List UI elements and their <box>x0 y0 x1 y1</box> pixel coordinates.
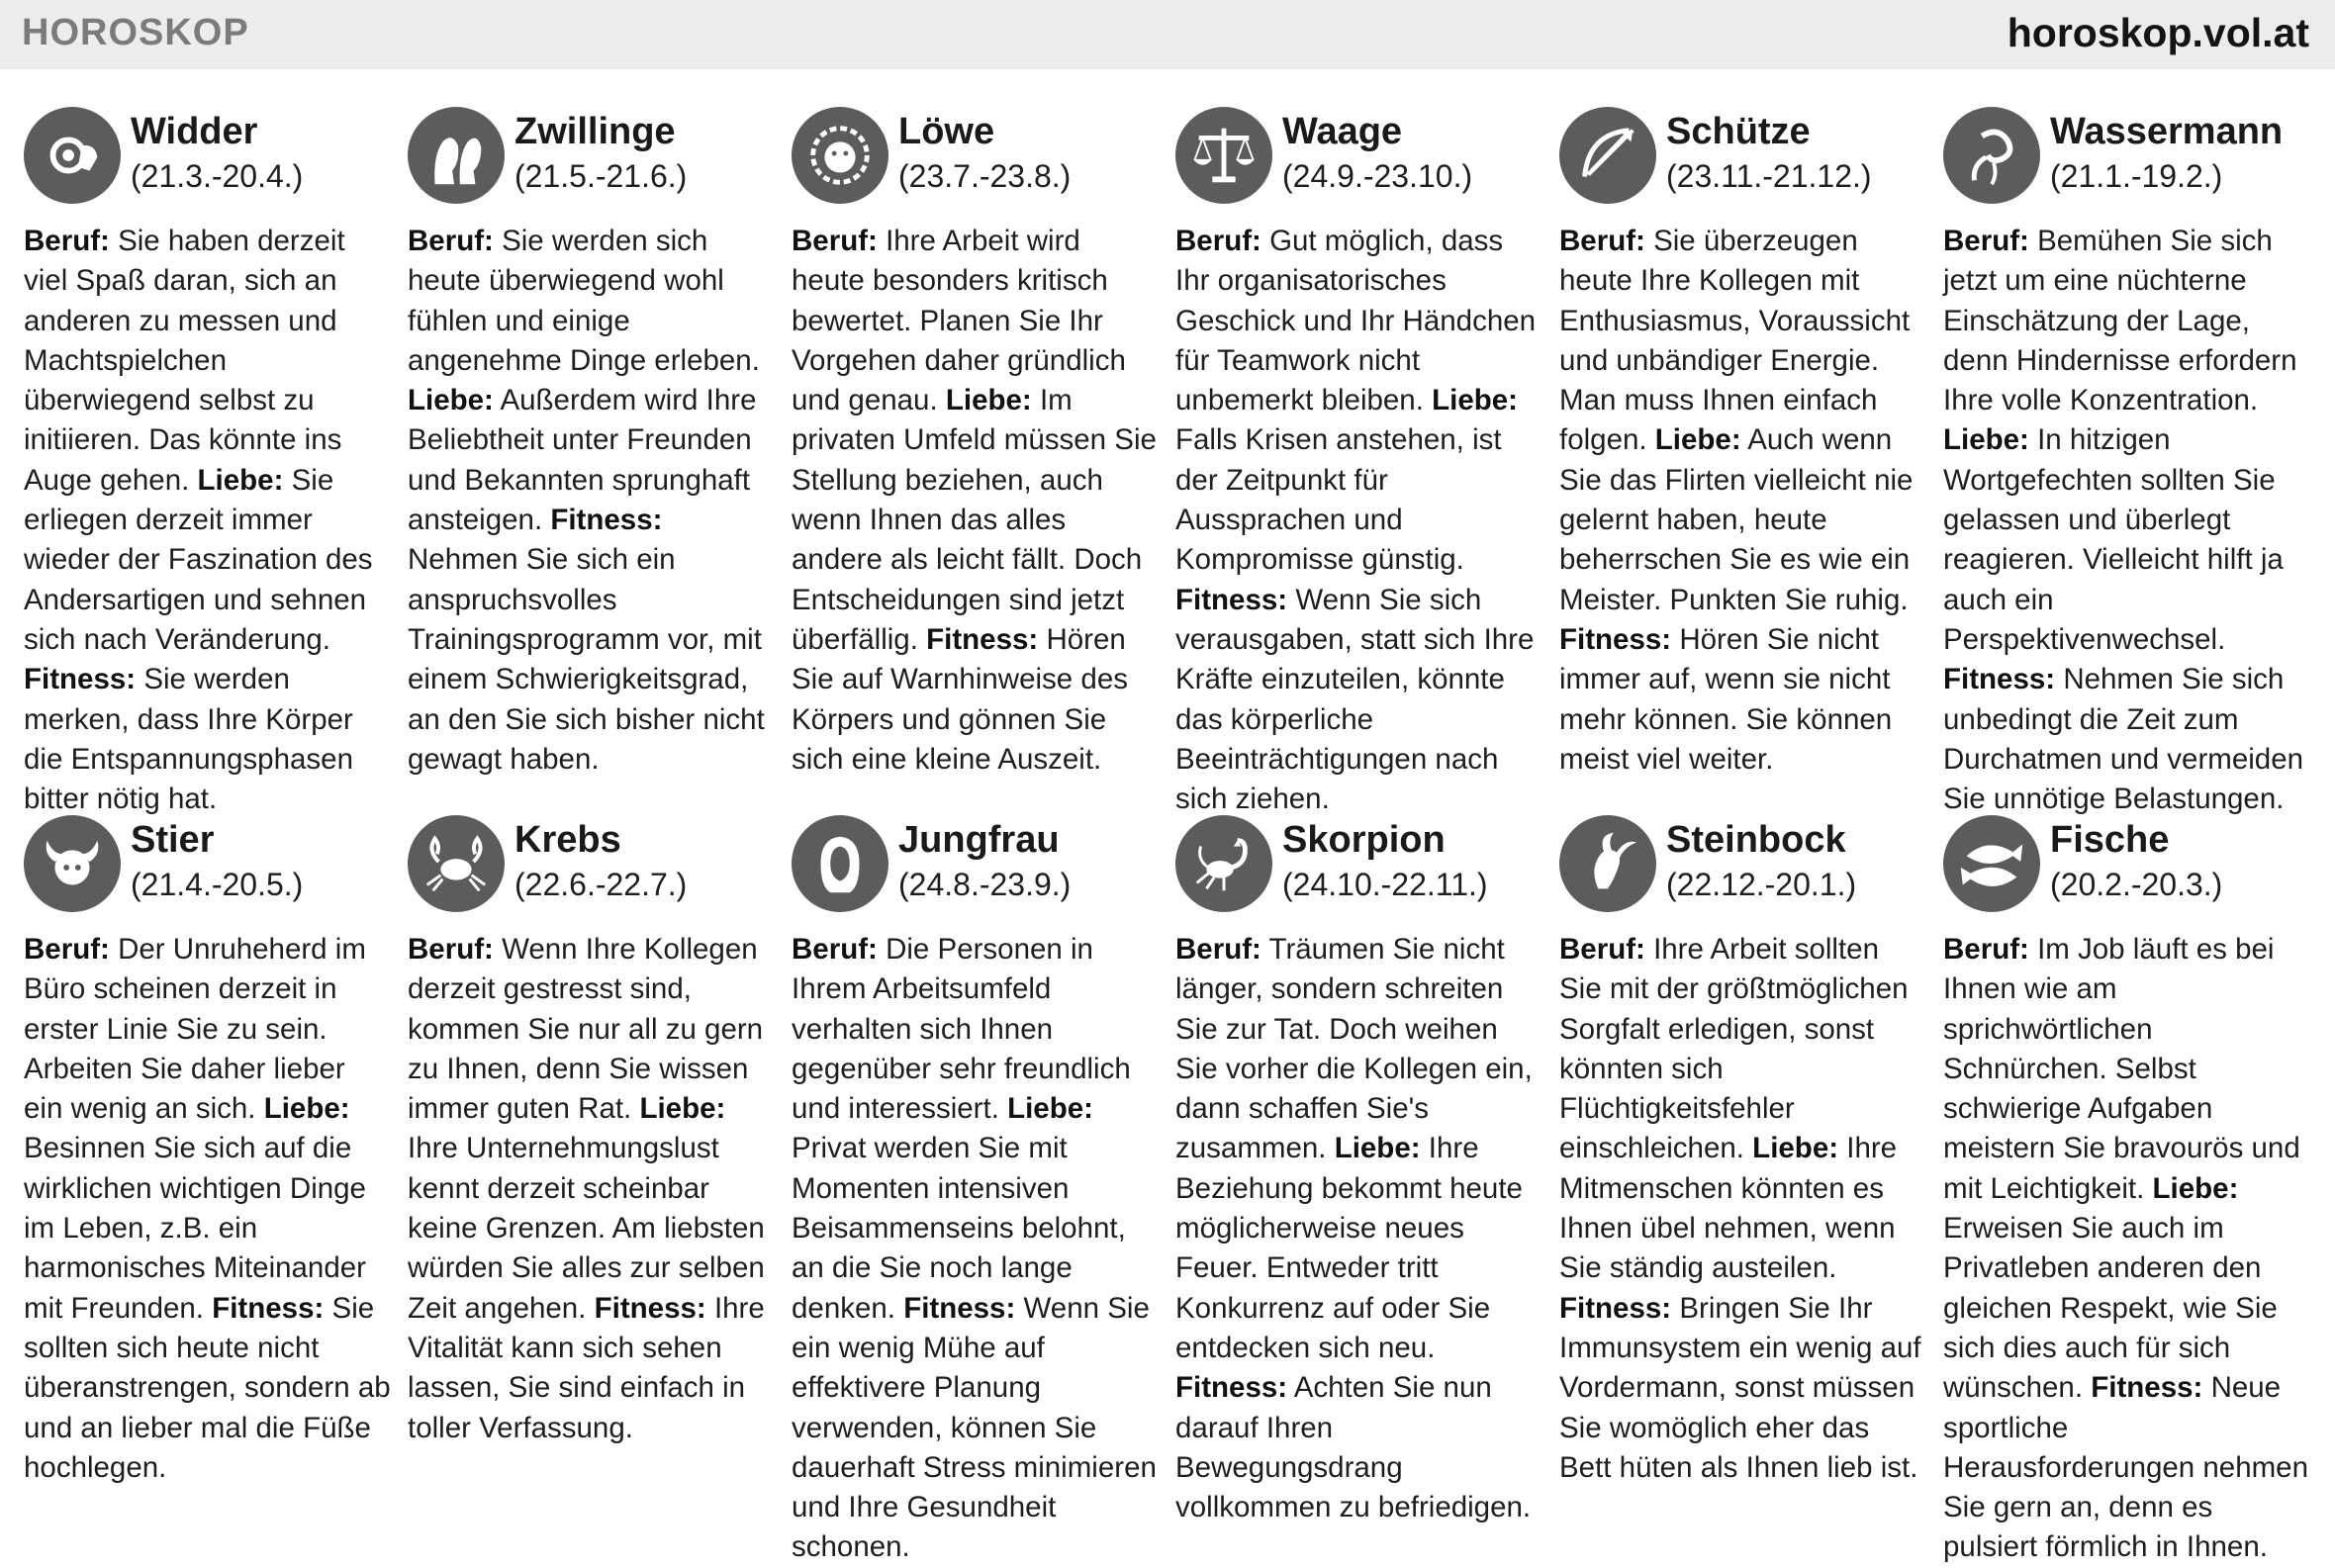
fitness-text: Sie werden merken, dass Ihre Körper die Entspannungsphasen bitter nötig hat. <box>24 663 353 816</box>
fitness-label: Fitness: <box>1559 1291 1672 1325</box>
horoscope-card <box>1175 99 1543 816</box>
fitness-label: Fitness: <box>1175 1371 1288 1405</box>
liebe-text: In hitzigen Wortgefechten sollten Sie gelassen und überlegt reagieren. Vielleicht hilft ja auch ein Perspektivenwechsel. <box>1943 423 2284 656</box>
fitness-text: Achten Sie nun darauf Ihren Bewegungsdrang vollkommen zu befriedigen. <box>1175 1371 1532 1524</box>
beruf-text: Träumen Sie nicht länger, sondern schreiten Sie zur Tat. Doch weihen Sie vorher die Kollegen ein, dann schaffen Sie's zusammen. <box>1175 933 1533 1165</box>
horoscope-card <box>1175 807 1543 1524</box>
liebe-label: Liebe: <box>197 463 284 497</box>
fitness-text: Nehmen Sie sich unbedingt die Zeit zum Durchatmen und vermeiden Sie unnötige Belastungen. <box>1943 663 2304 816</box>
lion-icon <box>792 107 888 204</box>
liebe-label: Liebe: <box>1752 1132 1839 1165</box>
horoscope-card <box>24 99 392 816</box>
sign-dates: (22.6.-22.7.) <box>514 867 688 902</box>
beruf-label: Beruf: <box>1559 933 1645 966</box>
beruf-text: Sie überzeugen heute Ihre Kollegen mit Enthusiasmus, Voraussicht und unbändiger Energie. Man muss Ihnen einfach folgen. <box>1559 225 1911 457</box>
fish-icon <box>1943 815 2040 912</box>
fitness-text: Sie sollten sich heute nicht überanstrengen, sondern ab und an lieber mal die Füße hochlegen. <box>24 1291 391 1484</box>
sign-name: Waage <box>1282 111 1403 152</box>
horoscope-text <box>1943 930 2311 1568</box>
sign-header <box>1559 807 1927 918</box>
sign-name: Löwe <box>898 111 995 152</box>
horoscope-card <box>408 807 776 1480</box>
sign-name: Steinbock <box>1666 819 1846 861</box>
liebe-label: Liebe: <box>639 1092 726 1126</box>
horoscope-card <box>1559 807 1927 1484</box>
beruf-label: Beruf: <box>792 933 878 966</box>
fitness-label: Fitness: <box>926 622 1039 656</box>
liebe-label: Liebe: <box>945 384 1032 417</box>
ram-icon <box>24 107 121 204</box>
horoscope-card <box>1559 99 1927 776</box>
liebe-text: Falls Krisen anstehen, ist der Zeitpunkt für Aussprachen und Kompromisse günstig. <box>1175 423 1502 577</box>
fitness-text: Hören Sie nicht immer auf, wenn sie nicht mehr können. Sie können meist viel weiter. <box>1559 622 1893 776</box>
horoscope-card <box>1943 807 2311 1564</box>
virgin-icon <box>792 815 888 912</box>
liebe-text: Erweisen Sie auch im Privatleben anderen den gleichen Respekt, wie Sie sich dies auch für sich wünschen. <box>1943 1212 2278 1405</box>
beruf-label: Beruf: <box>408 225 494 257</box>
horoscope-card <box>408 99 776 776</box>
fitness-label: Fitness: <box>550 504 663 537</box>
sign-header <box>24 807 392 918</box>
liebe-label: Liebe: <box>1007 1092 1093 1126</box>
fitness-label: Fitness: <box>212 1291 325 1325</box>
sign-dates: (21.4.-20.5.) <box>131 867 304 902</box>
sign-dates: (24.8.-23.9.) <box>898 867 1072 902</box>
horoscope-text <box>24 222 392 819</box>
fitness-label: Fitness: <box>594 1291 706 1325</box>
sign-header <box>408 99 776 210</box>
sign-header <box>792 99 1160 210</box>
fitness-text: Neue sportliche Herausforderungen nehmen Sie gern an, denn es pulsiert förmlich in Ihnen. <box>1943 1371 2308 1564</box>
beruf-text: Ihre Arbeit wird heute besonders kritisch bewertet. Planen Sie Ihr Vorgehen daher gründlich und genau. <box>792 225 1126 417</box>
fitness-label: Fitness: <box>24 663 137 696</box>
beruf-text: Sie haben derzeit viel Spaß daran, sich an anderen zu messen und Machtspielchen überwiegend selbst zu initiieren. Das könnte ins Auge gehen. <box>24 225 345 497</box>
sign-dates: (24.9.-23.10.) <box>1282 158 1473 194</box>
twins-icon <box>408 107 505 204</box>
fitness-label: Fitness: <box>903 1291 1016 1325</box>
beruf-text: Ihre Arbeit sollten Sie mit der größtmöglichen Sorgfalt erledigen, sonst könnten sich Flüchtigkeitsfehler einschleichen. <box>1559 933 1909 1165</box>
scales-icon <box>1175 107 1272 204</box>
liebe-label: Liebe: <box>1654 423 1741 457</box>
sign-dates: (24.10.-22.11.) <box>1282 867 1488 902</box>
liebe-text: Außerdem wird Ihre Beliebtheit unter Freunden und Bekannten sprunghaft ansteigen. <box>408 384 757 537</box>
liebe-text: Ihre Unternehmungslust kennt derzeit scheinbar keine Grenzen. Am liebsten würden Sie alles zur selben Zeit angehen. <box>408 1132 765 1325</box>
sign-header <box>1175 807 1543 918</box>
site-url-link[interactable]: horoskop.vol.at <box>2007 10 2309 55</box>
liebe-text: Privat werden Sie mit Momenten intensiven Beisammenseins belohnt, an die Sie noch lange denken. <box>792 1132 1126 1325</box>
beruf-label: Beruf: <box>1943 933 2029 966</box>
beruf-label: Beruf: <box>408 933 494 966</box>
beruf-label: Beruf: <box>24 225 110 257</box>
sign-dates: (21.5.-21.6.) <box>514 158 688 194</box>
sign-name: Schütze <box>1666 111 1811 152</box>
liebe-label: Liebe: <box>1334 1132 1421 1165</box>
horoscope-text <box>1559 930 1927 1488</box>
header-bar <box>0 0 2335 69</box>
fitness-label: Fitness: <box>1943 663 2056 696</box>
beruf-text: Der Unruheherd im Büro scheinen derzeit in erster Linie Sie zu sein. Arbeiten Sie daher lieber ein wenig an sich. <box>24 933 366 1126</box>
beruf-label: Beruf: <box>1175 933 1261 966</box>
beruf-text: Gut möglich, dass Ihr organisatorisches Geschick und Ihr Händchen für Teamwork nicht unbemerkt bleiben. <box>1175 225 1537 417</box>
horoscope-text <box>1943 222 2311 819</box>
liebe-label: Liebe: <box>2152 1171 2239 1205</box>
horoscope-text <box>24 930 392 1488</box>
horoscope-grid <box>0 99 2335 1564</box>
sign-dates: (23.11.-21.12.) <box>1666 158 1872 194</box>
sign-header <box>1175 99 1543 210</box>
capricorn-icon <box>1559 815 1656 912</box>
sign-header <box>792 807 1160 918</box>
fitness-text: Hören Sie auf Warnhinweise des Körpers und gönnen Sie sich eine kleine Auszeit. <box>792 622 1128 776</box>
sign-name: Wassermann <box>2050 111 2284 152</box>
sign-header <box>1943 807 2311 918</box>
liebe-text: Ihre Mitmenschen könnten es Ihnen übel nehmen, wenn Sie ständig austeilen. <box>1559 1132 1898 1285</box>
horoscope-card <box>792 807 1160 1564</box>
sign-name: Fische <box>2050 819 2170 861</box>
fitness-text: Ihre Vitalität kann sich sehen lassen, Sie sind einfach in toller Verfassung. <box>408 1291 765 1444</box>
sign-name: Zwillinge <box>514 111 676 152</box>
fitness-text: Bringen Sie Ihr Immunsystem ein wenig auf Vordermann, sonst müssen Sie womöglich eher das Bett hüten als Ihnen lieb ist. <box>1559 1291 1921 1484</box>
beruf-text: Wenn Ihre Kollegen derzeit gestresst sind, kommen Sie nur all zu gern zu Ihnen, denn Sie wissen immer guten Rat. <box>408 933 764 1126</box>
scorpion-icon <box>1175 815 1272 912</box>
beruf-label: Beruf: <box>792 225 878 257</box>
water-bearer-icon <box>1943 107 2040 204</box>
sign-header <box>408 807 776 918</box>
sign-dates: (22.12.-20.1.) <box>1666 867 1857 902</box>
horoscope-text <box>1175 930 1543 1527</box>
horoscope-text <box>792 222 1160 780</box>
bull-icon <box>24 815 121 912</box>
liebe-text: Sie erliegen derzeit immer wieder der Faszination des Andersartigen und sehnen sich nach Veränderung. <box>24 463 373 656</box>
horoscope-text <box>1559 222 1927 780</box>
fitness-label: Fitness: <box>1175 583 1288 616</box>
liebe-label: Liebe: <box>1432 384 1518 417</box>
liebe-text: Ihre Beziehung bekommt heute möglicherweise neues Feuer. Entweder tritt Konkurrenz auf oder Sie entdecken sich neu. <box>1175 1132 1523 1364</box>
liebe-text: Besinnen Sie sich auf die wirklichen wichtigen Dinge im Leben, z.B. ein harmonisches Miteinander mit Freunden. <box>24 1132 366 1325</box>
liebe-label: Liebe: <box>263 1092 350 1126</box>
sign-name: Stier <box>131 819 215 861</box>
beruf-text: Bemühen Sie sich jetzt um eine nüchterne Einschätzung der Lage, denn Hindernisse erfordern Ihre volle Konzentration. <box>1943 225 2297 417</box>
beruf-text: Die Personen in Ihrem Arbeitsumfeld verhalten sich Ihnen gegenüber sehr freundlich und interessiert. <box>792 933 1131 1126</box>
beruf-label: Beruf: <box>24 933 110 966</box>
fitness-text: Wenn Sie ein wenig Mühe auf effektivere Planung verwenden, können Sie dauerhaft Stress minimieren und Ihre Gesundheit schonen. <box>792 1291 1157 1564</box>
liebe-text: Im privaten Umfeld müssen Sie Stellung beziehen, auch wenn Ihnen das alles andere als leicht fällt. Doch Entscheidungen sind jetzt überfällig. <box>792 384 1157 656</box>
horoscope-text <box>408 930 776 1448</box>
beruf-text: Sie werden sich heute überwiegend wohl fühlen und einige angenehme Dinge erleben. <box>408 225 760 377</box>
beruf-label: Beruf: <box>1175 225 1261 257</box>
sign-header <box>1943 99 2311 210</box>
sign-name: Skorpion <box>1282 819 1446 861</box>
sign-dates: (23.7.-23.8.) <box>898 158 1072 194</box>
horoscope-card <box>792 99 1160 776</box>
fitness-text: Nehmen Sie sich ein anspruchsvolles Trainingsprogramm vor, mit einem Schwierigkeitsgrad, an den Sie sich bisher nicht gewagt haben. <box>408 543 765 776</box>
crab-icon <box>408 815 505 912</box>
fitness-text: Wenn Sie sich verausgaben, statt sich Ihre Kräfte einzuteilen, könnte das körperliche Beeinträchtigungen nach sich ziehen. <box>1175 583 1535 816</box>
horoscope-text <box>1175 222 1543 819</box>
fitness-label: Fitness: <box>1559 622 1672 656</box>
beruf-text: Im Job läuft es bei Ihnen wie am sprichwörtlichen Schnürchen. Selbst schwierige Aufgaben meistern Sie bravourös und mit Leichtigkeit. <box>1943 933 2300 1205</box>
horoscope-text <box>792 930 1160 1568</box>
sign-dates: (20.2.-20.3.) <box>2050 867 2223 902</box>
sign-header <box>1559 99 1927 210</box>
fitness-label: Fitness: <box>2091 1371 2203 1405</box>
sign-name: Widder <box>131 111 258 152</box>
liebe-text: Auch wenn Sie das Flirten vielleicht nie gelernt haben, heute beherrschen Sie es wie ein Meister. Punkten Sie ruhig. <box>1559 423 1914 616</box>
liebe-label: Liebe: <box>408 384 494 417</box>
sign-name: Jungfrau <box>898 819 1060 861</box>
sign-dates: (21.1.-19.2.) <box>2050 158 2223 194</box>
section-title: HOROSKOP <box>22 12 249 53</box>
sign-name: Krebs <box>514 819 621 861</box>
sign-header <box>24 99 392 210</box>
horoscope-text <box>408 222 776 780</box>
horoscope-card <box>24 807 392 1484</box>
sign-dates: (21.3.-20.4.) <box>131 158 304 194</box>
beruf-label: Beruf: <box>1943 225 2029 257</box>
archer-icon <box>1559 107 1656 204</box>
liebe-label: Liebe: <box>1943 423 2029 457</box>
beruf-label: Beruf: <box>1559 225 1645 257</box>
horoscope-card <box>1943 99 2311 816</box>
